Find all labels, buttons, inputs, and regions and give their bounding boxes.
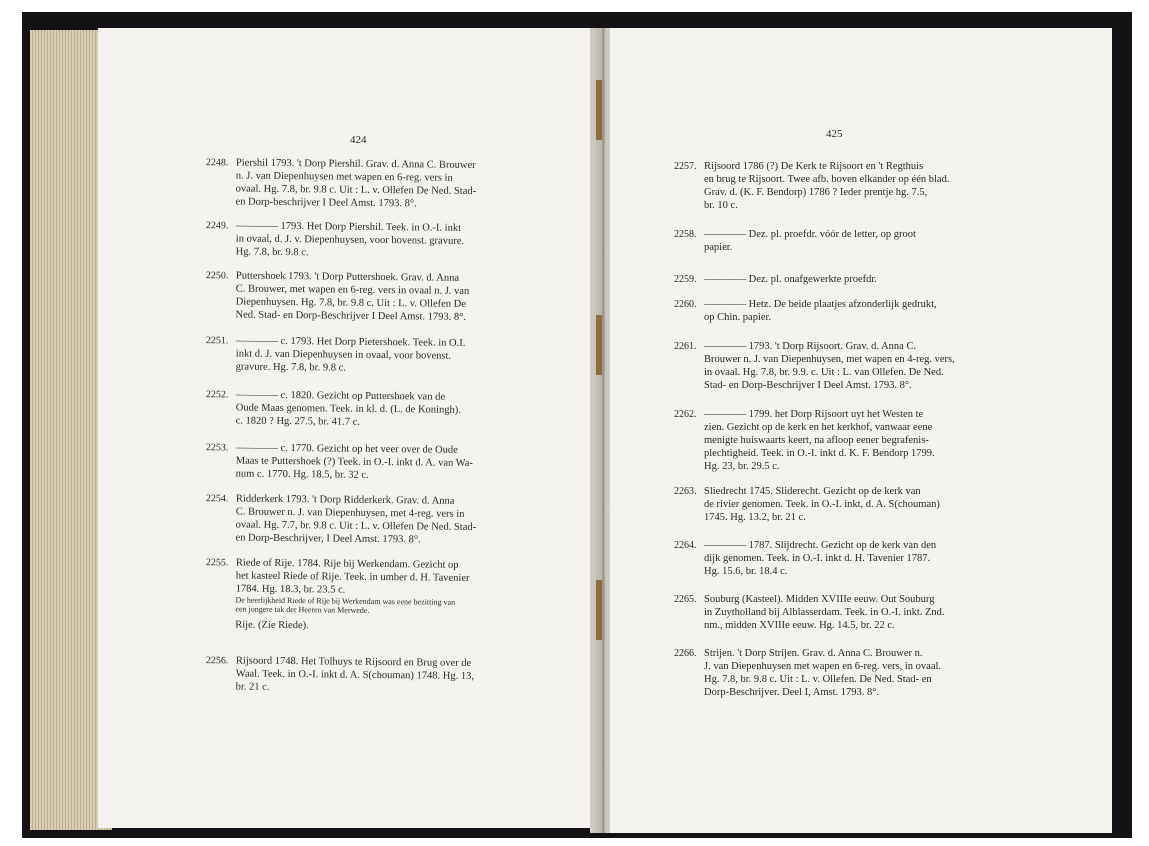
- footnote-line: een jongere tak der Heeren van Merwede.: [235, 604, 370, 615]
- entry-line: Ridderkerk 1793. 't Dorp Ridderkerk. Grav. d. Anna: [235, 493, 455, 507]
- entry-line: de rivier genomen. Teek. in O.-I. inkt, d. A. S(chouman): [704, 499, 940, 510]
- entry-number: 2262.: [674, 409, 697, 420]
- cross-reference: Rije. (Zie Riede).: [235, 619, 309, 632]
- entry-number: 2258.: [674, 229, 697, 240]
- binding-tab: [596, 315, 602, 375]
- catalog-entry: [205, 388, 556, 428]
- page-number: 424: [350, 134, 367, 146]
- entry-line: Hg. 15.6, br. 18.4 c.: [704, 566, 788, 577]
- entry-line: inkt d. J. van Diepenhuysen in ovaal, voor bovenst.: [235, 348, 452, 362]
- left-page: [98, 28, 598, 828]
- entry-line: num c. 1770. Hg. 18.5, br. 32 c.: [235, 468, 369, 481]
- right-page: [610, 28, 1112, 833]
- entry-line: nm., midden XVIIIe eeuw. Hg. 14.5, br. 22 c.: [704, 620, 895, 631]
- entry-line: ———— Hetz. De beide plaatjes afzonderlijk gedrukt,: [704, 299, 937, 310]
- entry-number: 2265.: [674, 594, 697, 605]
- entry-number: 2251.: [205, 335, 229, 347]
- catalog-entry: [205, 492, 556, 546]
- entry-line: ———— Dez. pl. onafgewerkte proefdr.: [704, 274, 877, 285]
- entry-line: ———— c. 1793. Het Dorp Pietershoek. Teek. in O.I.: [235, 335, 466, 349]
- entry-line: Sliedrecht 1745. Sliderecht. Gezicht op de kerk van: [704, 486, 921, 497]
- entry-line: 1745. Hg. 13.2, br. 21 c.: [704, 512, 806, 523]
- entry-line: plechtigheid. Teek. in O.-I. inkt d. K. F. Bendorp 1799.: [704, 448, 935, 459]
- catalog-entry: [205, 556, 556, 632]
- footnote-line: De heerlijkheid Riede of Rije bij Werkendam was eene bezitting van: [235, 595, 456, 607]
- entry-line: Brouwer n. J. van Diepenhuysen, met wapen en 4-reg. vers,: [704, 354, 955, 365]
- entry-line: Oude Maas genomen. Teek. in kl. d. (L. de Koningh).: [235, 402, 461, 416]
- catalog-entry: [205, 156, 556, 210]
- entry-line: Souburg (Kasteel). Midden XVIIIe eeuw. Out Souburg: [704, 594, 935, 605]
- entry-line: Hg. 7.8, br. 9.8 c. Uit : L. v. Ollefen. De Ned. Stad- en: [704, 674, 932, 685]
- entry-number: 2260.: [674, 299, 697, 310]
- catalog-entry: [205, 219, 556, 259]
- catalog-entry: [205, 334, 556, 374]
- entry-line: papier.: [704, 242, 733, 253]
- entry-line: Dorp-Beschrijver. Deel I, Amst. 1793. 8°.: [704, 687, 880, 698]
- entry-line: Puttershoek 1793. 't Dorp Puttershoek. Grav. d. Anna: [235, 270, 460, 284]
- entry-line: in ovaal, d. J. v. Diepenhuysen, voor bovenst. gravure.: [235, 233, 465, 247]
- entry-line: en Dorp-Beschrijver, I Deel Amst. 1793. 8°.: [235, 532, 421, 546]
- entry-line: ———— c. 1770. Gezicht op het veer over de Oude: [235, 442, 458, 456]
- entry-line: Riede of Rije. 1784. Rije bij Werkendam. Gezicht op: [235, 557, 459, 571]
- entry-number: 2257.: [674, 161, 697, 172]
- entry-line: en brug te Rijsoort. Twee afb. boven elkander op één blad.: [704, 174, 950, 185]
- entry-line: Piershil 1793. 't Dorp Piershil. Grav. d. Anna C. Brouwer: [235, 157, 476, 171]
- entry-line: dijk genomen. Teek. in O.-I. inkt d. H. Tavenier 1787.: [704, 553, 931, 564]
- entry-line: ———— 1799. het Dorp Rijsoort uyt het Westen te: [704, 409, 924, 420]
- entry-line: menigte huiswaarts keert, na afloop eener begrafenis-: [704, 435, 929, 446]
- entry-line: ovaal. Hg. 7.7, br. 9.8 c. Uit : L. v. Ollefen De Ned. Stad-: [235, 519, 477, 533]
- entry-line: ———— 1793. Het Dorp Piershil. Teek. in O.-I. inkt: [235, 220, 462, 234]
- page-number: 425: [826, 128, 843, 140]
- entry-line: C. Brouwer n. J. van Diepenhuysen, met 4-reg. vers in: [235, 506, 465, 520]
- entry-line: gravure. Hg. 7.8, br. 9.8 c.: [235, 361, 346, 374]
- entry-line: J. van Diepenhuysen met wapen en 6-reg. vers, in ovaal.: [704, 661, 942, 672]
- entry-line: Maas te Puttershoek (?) Teek. in O.-I. inkt d. A. van Wa-: [235, 455, 474, 469]
- entry-number: 2253.: [205, 442, 229, 454]
- catalog-entry: [205, 441, 556, 481]
- entry-line: ovaal. Hg. 7.8, br. 9.8 c. Uit : L. v. Ollefen De Ned. Stad-: [235, 183, 477, 197]
- entry-number: 2250.: [205, 270, 229, 282]
- entry-line: br. 10 c.: [704, 200, 738, 211]
- binding-tab: [596, 80, 602, 140]
- entry-line: Stad- en Dorp-Beschrijver I Deel Amst. 1793. 8°.: [704, 380, 912, 391]
- entry-number: 2248.: [205, 157, 229, 169]
- entry-line: Hg. 23, br. 29.5 c.: [704, 461, 780, 472]
- entry-line: n. J. van Diepenhuysen met wapen en 6-reg. vers in: [235, 170, 453, 184]
- entry-line: en Dorp-beschrijver I Deel Amst. 1793. 8°.: [235, 196, 417, 210]
- entry-line: het kasteel Riede of Rije. Teek. in umber d. H. Tavenier: [235, 570, 470, 584]
- catalog-entry: [205, 654, 556, 693]
- entry-line: zien. Gezicht op de kerk en het kerkhof, vanwaar eene: [704, 422, 933, 433]
- entry-line: Hg. 7.8, br. 9.8 c.: [235, 246, 309, 259]
- entry-number: 2263.: [674, 486, 697, 497]
- entry-line: Waal. Teek. in O.-I. inkt d. A. S(chouman) 1748. Hg. 13,: [235, 668, 475, 682]
- entry-number: 2255.: [205, 557, 229, 569]
- entry-line: Diepenhuysen. Hg. 7.8, br. 9.8 c. Uit : L. v. Ollefen De: [235, 296, 466, 310]
- entry-line: Strijen. 't Dorp Strijen. Grav. d. Anna C. Brouwer n.: [704, 648, 923, 659]
- entry-line: Grav. d. (K. F. Bendorp) 1786 ? Ieder prentje hg. 7.5,: [704, 187, 928, 198]
- entry-number: 2252.: [205, 389, 229, 401]
- entry-line: in Zuytholland bij Alblasserdam. Teek. in O.-I. inkt. Znd.: [704, 607, 945, 618]
- entry-line: Rijsoord 1748. Het Tolhuys te Rijsoord en Brug over de: [235, 655, 472, 669]
- binding-tab: [596, 580, 602, 640]
- entry-line: ———— 1793. 't Dorp Rijsoort. Grav. d. Anna C.: [704, 341, 917, 352]
- entry-line: ———— c. 1820. Gezicht op Puttershoek van de: [235, 389, 446, 403]
- entry-line: Ned. Stad- en Dorp-Beschrijver I Deel Amst. 1793. 8°.: [235, 309, 467, 323]
- entry-line: Rijsoord 1786 (?) De Kerk te Rijsoort en 't Regthuis: [704, 161, 924, 172]
- entry-number: 2266.: [674, 648, 697, 659]
- entry-number: 2261.: [674, 341, 697, 352]
- entry-number: 2264.: [674, 540, 697, 551]
- entry-line: ———— 1787. Slijdrecht. Gezicht op de kerk van den: [704, 540, 937, 551]
- entry-line: in ovaal. Hg. 7.8, br. 9.9. c. Uit : L. van Ollefen. De Ned.: [704, 367, 944, 378]
- catalog-entry: [205, 269, 556, 323]
- entry-line: 1784. Hg. 18.3, br. 23.5 c.: [235, 583, 346, 596]
- entry-line: br. 21 c.: [235, 681, 270, 693]
- entry-number: 2259.: [674, 274, 697, 285]
- entry-number: 2249.: [205, 220, 229, 232]
- entry-line: ———— Dez. pl. proefdr. vóór de letter, op groot: [704, 229, 916, 240]
- entry-number: 2256.: [205, 655, 229, 667]
- entry-line: C. Brouwer, met wapen en 6-reg. vers in ovaal n. J. van: [235, 283, 470, 297]
- entry-line: op Chin. papier.: [704, 312, 772, 323]
- entry-line: c. 1820 ? Hg. 27.5, br. 41.7 c.: [235, 415, 360, 428]
- entry-number: 2254.: [205, 493, 229, 505]
